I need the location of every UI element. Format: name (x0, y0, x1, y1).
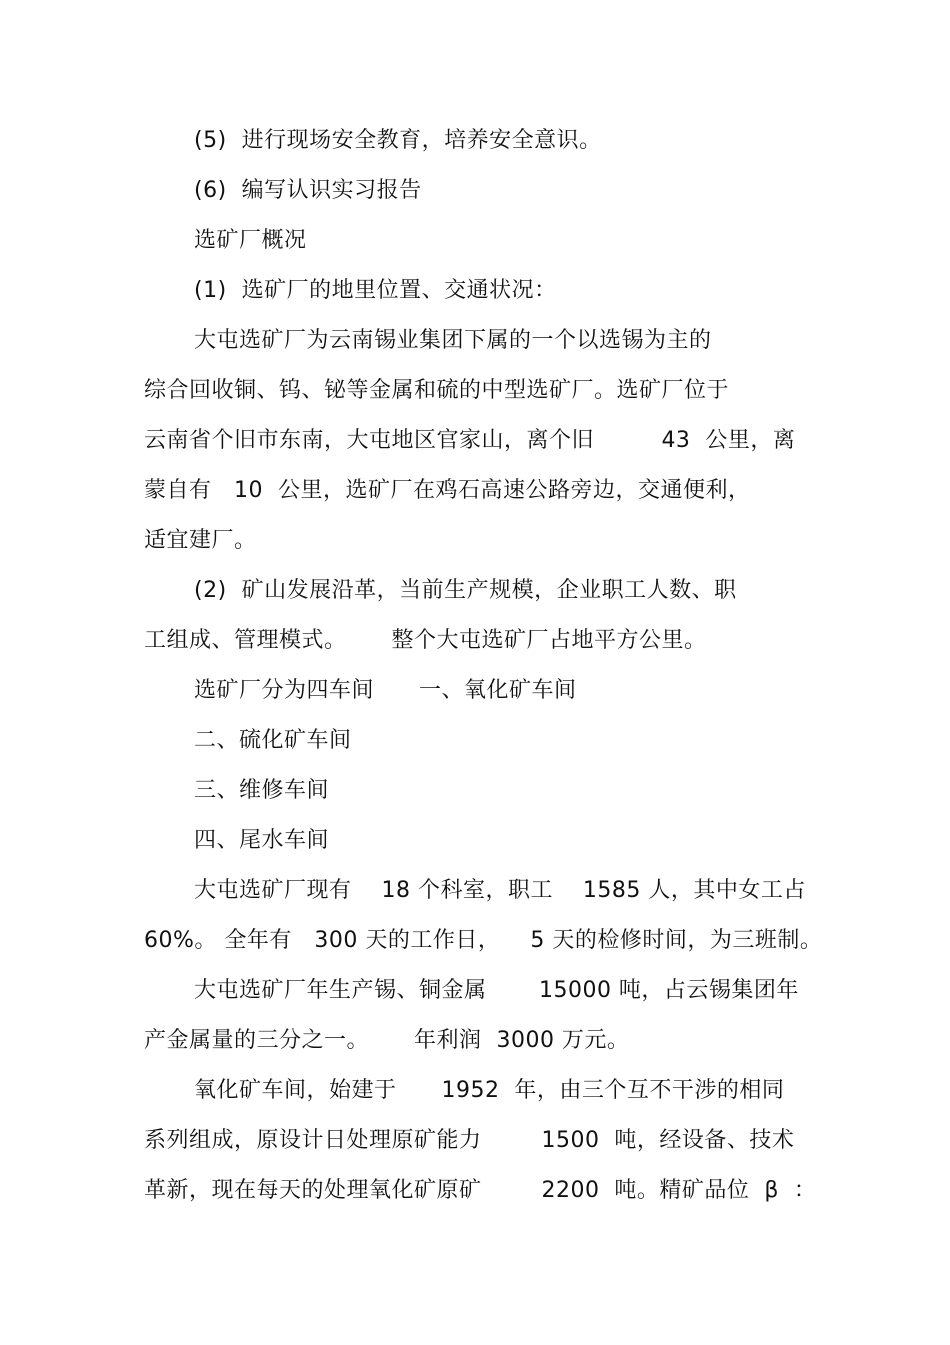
list-item-5: (5) 进行现场安全教育，培养安全意识。 (194, 128, 602, 153)
workshop-list-line: 二、硫化矿车间 (194, 728, 352, 753)
subsection-heading-2: (2) 矿山发展沿革，当前生产规模，企业职工人数、职 (194, 578, 737, 603)
paragraph-line: 产金属量的三分之一。 年利润 3000 万元。 (144, 1028, 630, 1053)
paragraph-line: 工组成、管理模式。 整个大屯选矿厂占地平方公里。 (144, 628, 707, 653)
section-heading: 选矿厂概况 (194, 228, 307, 253)
paragraph-line: 大屯选矿厂现有 18 个科室，职工 1585 人，其中女工占 (194, 878, 806, 903)
paragraph-line: 大屯选矿厂年生产锡、铜金属 15000 吨，占云锡集团年 (194, 978, 799, 1003)
workshop-list-line: 三、维修车间 (194, 778, 330, 803)
paragraph-line: 革新，现在每天的处理氧化矿原矿 2200 吨。精矿品位 β ： (144, 1178, 817, 1203)
paragraph-line: 适宜建厂。 (144, 528, 257, 553)
paragraph-line: 系列组成，原设计日处理原矿能力 1500 吨，经设备、技术 (144, 1128, 795, 1153)
workshop-list-line: 选矿厂分为四车间 一、氧化矿车间 (194, 678, 577, 703)
workshop-list-line: 四、尾水车间 (194, 828, 330, 853)
paragraph-line: 云南省个旧市东南，大屯地区官家山，离个旧 43 公里，离 (144, 428, 796, 453)
list-item-6: (6) 编写认识实习报告 (194, 178, 422, 203)
paragraph-line: 氧化矿车间，始建于 1952 年，由三个互不干涉的相同 (194, 1078, 785, 1103)
paragraph-line: 60%。 全年有 300 天的工作日， 5 天的检修时间，为三班制。 (144, 928, 823, 953)
subsection-heading-1: (1) 选矿厂的地里位置、交通状况： (194, 278, 557, 303)
paragraph-line: 大屯选矿厂为云南锡业集团下属的一个以选锡为主的 (194, 328, 712, 353)
paragraph-line: 蒙自有 10 公里，选矿厂在鸡石高速公路旁边，交通便利， (144, 478, 751, 503)
paragraph-line: 综合回收铜、钨、铋等金属和硫的中型选矿厂。选矿厂位于 (144, 378, 730, 403)
